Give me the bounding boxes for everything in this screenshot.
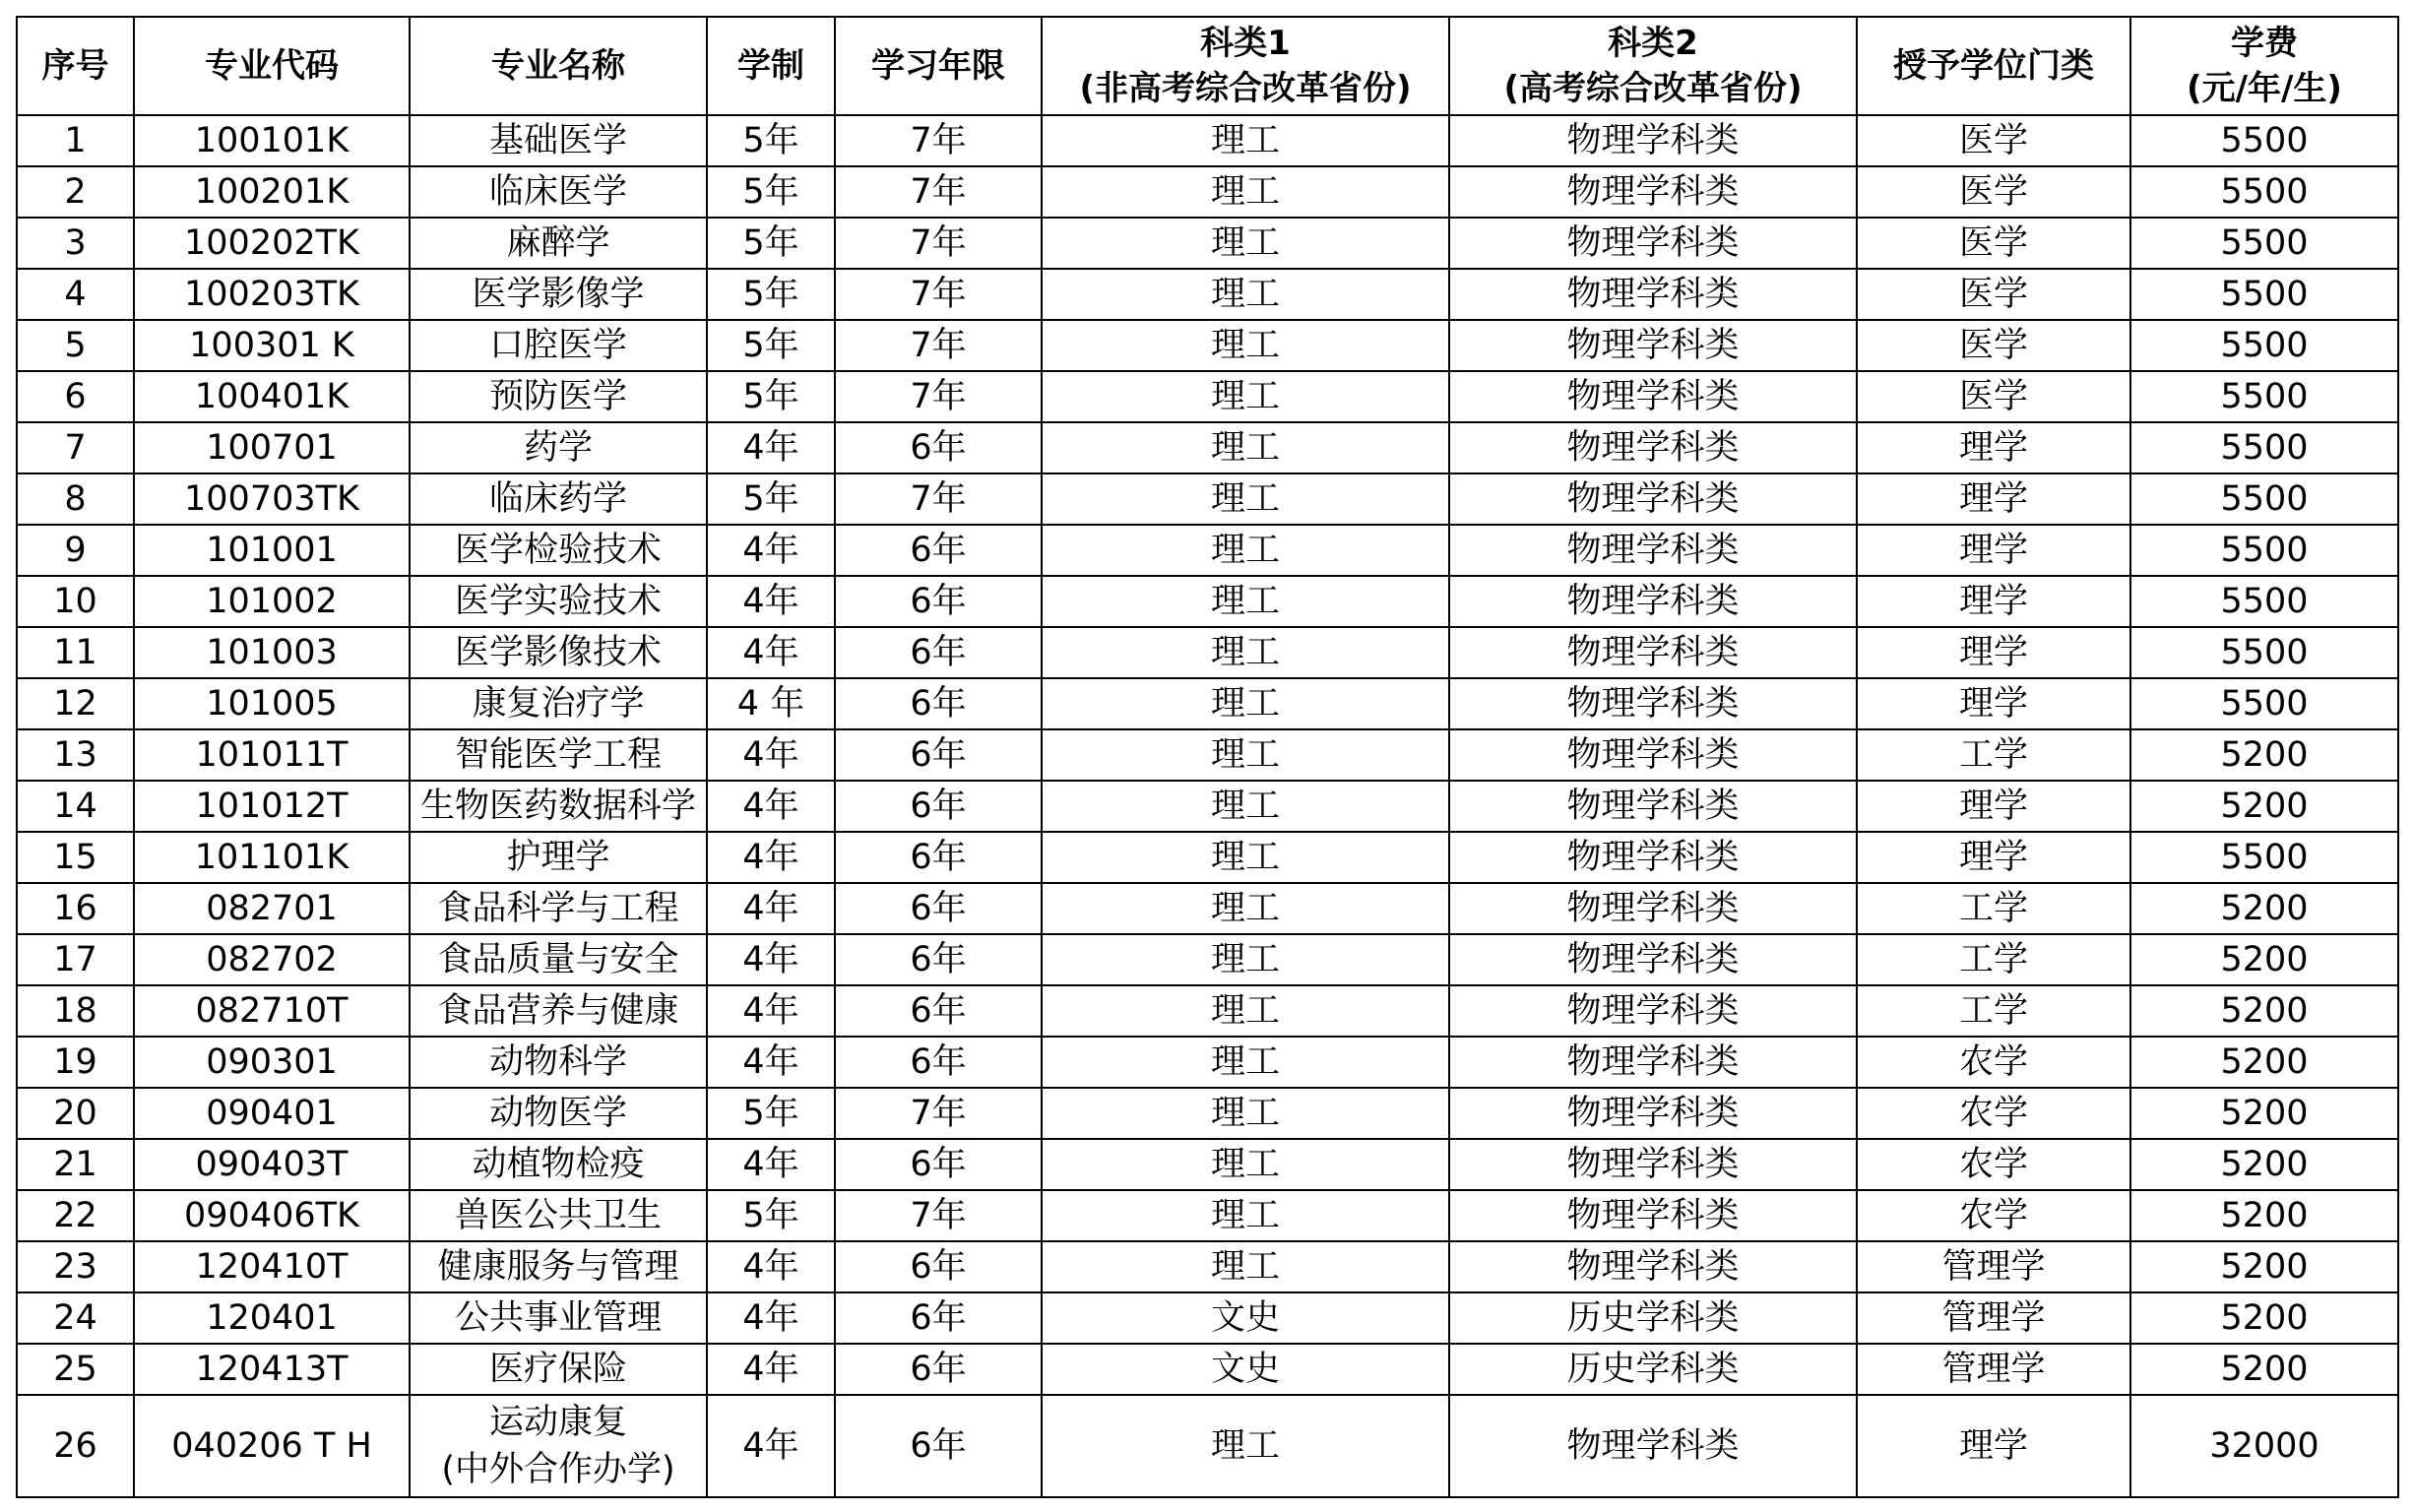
row-number: 14: [17, 781, 134, 832]
tuition: 5500: [2130, 269, 2398, 320]
category-2: 物理学科类: [1449, 1395, 1857, 1497]
header-fee: [2130, 17, 2398, 115]
category-1: 理工: [1042, 1139, 1449, 1190]
category-2: 物理学科类: [1449, 781, 1857, 832]
row-number: 24: [17, 1292, 134, 1344]
tuition: 5500: [2130, 166, 2398, 218]
study-years: 6年: [835, 1292, 1042, 1344]
category-1: 理工: [1042, 1037, 1449, 1088]
tuition: 32000: [2130, 1395, 2398, 1497]
program-length: 5年: [707, 371, 835, 422]
category-1: 理工: [1042, 1241, 1449, 1292]
study-years: 6年: [835, 934, 1042, 985]
header-category-1-label: 科类1: [1200, 24, 1291, 63]
header-code: 专业代码: [134, 17, 410, 115]
study-years: 7年: [835, 1088, 1042, 1139]
tuition: 5200: [2130, 1088, 2398, 1139]
major-name: 医学影像技术: [410, 627, 707, 678]
category-1: 理工: [1042, 473, 1449, 525]
tuition: 5500: [2130, 678, 2398, 729]
header-length: 学制: [707, 17, 835, 115]
category-1: 理工: [1042, 1088, 1449, 1139]
study-years: 6年: [835, 678, 1042, 729]
table-row: [17, 832, 2398, 883]
table-row: [17, 269, 2398, 320]
table-row: [17, 678, 2398, 729]
major-code: 100101K: [134, 115, 410, 166]
category-1: 理工: [1042, 1190, 1449, 1241]
tuition: 5500: [2130, 473, 2398, 525]
major-name-note: (中外合作办学): [441, 1450, 675, 1489]
header-name: 专业名称: [410, 17, 707, 115]
category-2: 物理学科类: [1449, 320, 1857, 371]
category-2: 物理学科类: [1449, 1190, 1857, 1241]
header-category-2: [1449, 17, 1857, 115]
category-2: 物理学科类: [1449, 525, 1857, 576]
row-number: 26: [17, 1395, 134, 1497]
table-row: [17, 576, 2398, 627]
major-name: 食品科学与工程: [410, 883, 707, 934]
category-2: 物理学科类: [1449, 1088, 1857, 1139]
majors-table: [16, 16, 2399, 1498]
degree-category: 理学: [1857, 473, 2130, 525]
major-name: 医疗保险: [410, 1344, 707, 1395]
category-2: 物理学科类: [1449, 371, 1857, 422]
major-code: 101005: [134, 678, 410, 729]
tuition: 5200: [2130, 1344, 2398, 1395]
table-row: [17, 627, 2398, 678]
program-length: 4年: [707, 1037, 835, 1088]
row-number: 22: [17, 1190, 134, 1241]
program-length: 4年: [707, 729, 835, 781]
header-category-1: [1042, 17, 1449, 115]
table-row: [17, 371, 2398, 422]
degree-category: 农学: [1857, 1037, 2130, 1088]
major-code: 101101K: [134, 832, 410, 883]
tuition: 5500: [2130, 627, 2398, 678]
category-2: 物理学科类: [1449, 1037, 1857, 1088]
category-1: 理工: [1042, 1395, 1449, 1497]
major-code: 120413T: [134, 1344, 410, 1395]
study-years: 6年: [835, 1395, 1042, 1497]
study-years: 7年: [835, 473, 1042, 525]
category-1: 理工: [1042, 269, 1449, 320]
row-number: 18: [17, 985, 134, 1037]
major-name: 健康服务与管理: [410, 1241, 707, 1292]
major-name: 药学: [410, 422, 707, 473]
tuition: 5200: [2130, 781, 2398, 832]
major-name: 动物医学: [410, 1088, 707, 1139]
degree-category: 医学: [1857, 320, 2130, 371]
major-name: 兽医公共卫生: [410, 1190, 707, 1241]
degree-category: 农学: [1857, 1088, 2130, 1139]
header-degree: 授予学位门类: [1857, 17, 2130, 115]
program-length: 5年: [707, 473, 835, 525]
major-code: 090401: [134, 1088, 410, 1139]
program-length: 5年: [707, 320, 835, 371]
study-years: 7年: [835, 269, 1042, 320]
program-length: 4年: [707, 627, 835, 678]
category-2: 物理学科类: [1449, 1139, 1857, 1190]
category-1: 理工: [1042, 218, 1449, 269]
category-2: 历史学科类: [1449, 1292, 1857, 1344]
header-years: 学习年限: [835, 17, 1042, 115]
program-length: 4年: [707, 1241, 835, 1292]
degree-category: 理学: [1857, 1395, 2130, 1497]
major-code: 040206 T H: [134, 1395, 410, 1497]
program-length: 4年: [707, 576, 835, 627]
major-name: 食品质量与安全: [410, 934, 707, 985]
tuition: 5200: [2130, 1139, 2398, 1190]
degree-category: 医学: [1857, 218, 2130, 269]
study-years: 6年: [835, 1139, 1042, 1190]
table-row: [17, 1139, 2398, 1190]
category-1: 理工: [1042, 166, 1449, 218]
major-code: 120410T: [134, 1241, 410, 1292]
degree-category: 理学: [1857, 422, 2130, 473]
tuition: 5200: [2130, 729, 2398, 781]
study-years: 6年: [835, 422, 1042, 473]
row-number: 21: [17, 1139, 134, 1190]
major-name: 口腔医学: [410, 320, 707, 371]
category-1: 理工: [1042, 115, 1449, 166]
table-row: [17, 781, 2398, 832]
major-code: 101002: [134, 576, 410, 627]
study-years: 7年: [835, 1190, 1042, 1241]
category-1: 理工: [1042, 883, 1449, 934]
table-row: [17, 525, 2398, 576]
degree-category: 医学: [1857, 166, 2130, 218]
program-length: 4年: [707, 1139, 835, 1190]
header-category-1-sub: (非高考综合改革省份): [1079, 69, 1412, 108]
study-years: 6年: [835, 576, 1042, 627]
tuition: 5500: [2130, 115, 2398, 166]
header-row: [17, 17, 2398, 115]
row-number: 9: [17, 525, 134, 576]
program-length: 4 年: [707, 678, 835, 729]
major-code: 101003: [134, 627, 410, 678]
degree-category: 工学: [1857, 729, 2130, 781]
row-number: 1: [17, 115, 134, 166]
degree-category: 管理学: [1857, 1344, 2130, 1395]
table-row: [17, 883, 2398, 934]
category-2: 物理学科类: [1449, 729, 1857, 781]
major-code: 101011T: [134, 729, 410, 781]
tuition: 5200: [2130, 1190, 2398, 1241]
tuition: 5200: [2130, 1037, 2398, 1088]
category-1: 理工: [1042, 985, 1449, 1037]
table-row: [17, 422, 2398, 473]
category-1: 理工: [1042, 832, 1449, 883]
degree-category: 农学: [1857, 1139, 2130, 1190]
tuition: 5200: [2130, 1292, 2398, 1344]
study-years: 6年: [835, 1241, 1042, 1292]
degree-category: 工学: [1857, 985, 2130, 1037]
program-length: 4年: [707, 832, 835, 883]
major-code: 100203TK: [134, 269, 410, 320]
category-1: 文史: [1042, 1292, 1449, 1344]
category-2: 物理学科类: [1449, 832, 1857, 883]
major-name: 麻醉学: [410, 218, 707, 269]
table-row: [17, 934, 2398, 985]
degree-category: 医学: [1857, 269, 2130, 320]
category-1: 理工: [1042, 627, 1449, 678]
study-years: 6年: [835, 729, 1042, 781]
program-length: 5年: [707, 218, 835, 269]
degree-category: 工学: [1857, 934, 2130, 985]
category-2: 物理学科类: [1449, 166, 1857, 218]
row-number: 4: [17, 269, 134, 320]
program-length: 5年: [707, 1088, 835, 1139]
row-number: 7: [17, 422, 134, 473]
table-row: [17, 985, 2398, 1037]
program-length: 4年: [707, 1292, 835, 1344]
tuition: 5500: [2130, 832, 2398, 883]
row-number: 20: [17, 1088, 134, 1139]
table-row: [17, 1292, 2398, 1344]
table-row: [17, 1088, 2398, 1139]
study-years: 6年: [835, 832, 1042, 883]
program-length: 5年: [707, 1190, 835, 1241]
major-name: 康复治疗学: [410, 678, 707, 729]
row-number: 12: [17, 678, 134, 729]
category-2: 物理学科类: [1449, 576, 1857, 627]
row-number: 11: [17, 627, 134, 678]
program-length: 4年: [707, 934, 835, 985]
table-row: [17, 115, 2398, 166]
category-2: 物理学科类: [1449, 985, 1857, 1037]
major-code: 100703TK: [134, 473, 410, 525]
header-fee-label: 学费: [2231, 24, 2298, 63]
study-years: 7年: [835, 166, 1042, 218]
row-number: 25: [17, 1344, 134, 1395]
program-length: 4年: [707, 1395, 835, 1497]
major-code: 090301: [134, 1037, 410, 1088]
category-1: 理工: [1042, 525, 1449, 576]
major-name: 智能医学工程: [410, 729, 707, 781]
row-number: 10: [17, 576, 134, 627]
major-code: 082702: [134, 934, 410, 985]
row-number: 5: [17, 320, 134, 371]
study-years: 6年: [835, 985, 1042, 1037]
major-name: [410, 1395, 707, 1497]
category-2: 物理学科类: [1449, 269, 1857, 320]
category-2: 物理学科类: [1449, 115, 1857, 166]
degree-category: 理学: [1857, 781, 2130, 832]
tuition: 5500: [2130, 422, 2398, 473]
degree-category: 医学: [1857, 371, 2130, 422]
degree-category: 医学: [1857, 115, 2130, 166]
major-name: 临床医学: [410, 166, 707, 218]
degree-category: 理学: [1857, 525, 2130, 576]
category-2: 物理学科类: [1449, 627, 1857, 678]
category-2: 物理学科类: [1449, 422, 1857, 473]
row-number: 3: [17, 218, 134, 269]
major-name: 医学检验技术: [410, 525, 707, 576]
major-code: 100202TK: [134, 218, 410, 269]
program-length: 4年: [707, 422, 835, 473]
category-1: 理工: [1042, 781, 1449, 832]
category-1: 理工: [1042, 320, 1449, 371]
major-name: 临床药学: [410, 473, 707, 525]
major-name: 食品营养与健康: [410, 985, 707, 1037]
major-name: 医学影像学: [410, 269, 707, 320]
category-2: 物理学科类: [1449, 1241, 1857, 1292]
row-number: 17: [17, 934, 134, 985]
major-code: 090403T: [134, 1139, 410, 1190]
header-category-2-sub: (高考综合改革省份): [1503, 69, 1803, 108]
study-years: 7年: [835, 115, 1042, 166]
major-name: 公共事业管理: [410, 1292, 707, 1344]
table-row: [17, 1037, 2398, 1088]
major-name: 生物医药数据科学: [410, 781, 707, 832]
major-name: 预防医学: [410, 371, 707, 422]
degree-category: 理学: [1857, 832, 2130, 883]
table-row: [17, 1190, 2398, 1241]
tuition: 5500: [2130, 320, 2398, 371]
category-2: 物理学科类: [1449, 883, 1857, 934]
category-2: 历史学科类: [1449, 1344, 1857, 1395]
major-code: 101001: [134, 525, 410, 576]
category-2: 物理学科类: [1449, 934, 1857, 985]
table-row: [17, 166, 2398, 218]
study-years: 6年: [835, 781, 1042, 832]
category-1: 理工: [1042, 371, 1449, 422]
major-code: 082710T: [134, 985, 410, 1037]
category-1: 理工: [1042, 678, 1449, 729]
major-name: 医学实验技术: [410, 576, 707, 627]
major-code: 120401: [134, 1292, 410, 1344]
category-1: 理工: [1042, 576, 1449, 627]
study-years: 7年: [835, 320, 1042, 371]
degree-category: 农学: [1857, 1190, 2130, 1241]
tuition: 5500: [2130, 525, 2398, 576]
degree-category: 管理学: [1857, 1292, 2130, 1344]
major-code: 101012T: [134, 781, 410, 832]
row-number: 13: [17, 729, 134, 781]
tuition: 5500: [2130, 576, 2398, 627]
category-2: 物理学科类: [1449, 218, 1857, 269]
row-number: 23: [17, 1241, 134, 1292]
category-2: 物理学科类: [1449, 473, 1857, 525]
major-code: 100301 K: [134, 320, 410, 371]
table-row: [17, 1395, 2398, 1497]
study-years: 7年: [835, 218, 1042, 269]
degree-category: 理学: [1857, 678, 2130, 729]
major-code: 090406TK: [134, 1190, 410, 1241]
program-length: 4年: [707, 985, 835, 1037]
major-name: 动植物检疫: [410, 1139, 707, 1190]
study-years: 7年: [835, 371, 1042, 422]
major-name: 基础医学: [410, 115, 707, 166]
major-code: 082701: [134, 883, 410, 934]
degree-category: 理学: [1857, 576, 2130, 627]
category-1: 文史: [1042, 1344, 1449, 1395]
study-years: 6年: [835, 1344, 1042, 1395]
tuition: 5200: [2130, 883, 2398, 934]
category-1: 理工: [1042, 422, 1449, 473]
study-years: 6年: [835, 1037, 1042, 1088]
program-length: 5年: [707, 166, 835, 218]
row-number: 2: [17, 166, 134, 218]
major-code: 100701: [134, 422, 410, 473]
program-length: 4年: [707, 883, 835, 934]
tuition: 5200: [2130, 985, 2398, 1037]
table-row: [17, 729, 2398, 781]
category-1: 理工: [1042, 934, 1449, 985]
tuition: 5500: [2130, 218, 2398, 269]
degree-category: 工学: [1857, 883, 2130, 934]
row-number: 8: [17, 473, 134, 525]
table-row: [17, 1344, 2398, 1395]
program-length: 4年: [707, 525, 835, 576]
study-years: 6年: [835, 627, 1042, 678]
program-length: 5年: [707, 115, 835, 166]
row-number: 15: [17, 832, 134, 883]
program-length: 4年: [707, 1344, 835, 1395]
header-category-2-label: 科类2: [1608, 24, 1698, 63]
major-name: 动物科学: [410, 1037, 707, 1088]
major-code: 100201K: [134, 166, 410, 218]
table-row: [17, 1241, 2398, 1292]
header-no: 序号: [17, 17, 134, 115]
category-2: 物理学科类: [1449, 678, 1857, 729]
category-1: 理工: [1042, 729, 1449, 781]
row-number: 16: [17, 883, 134, 934]
study-years: 6年: [835, 883, 1042, 934]
row-number: 6: [17, 371, 134, 422]
tuition: 5200: [2130, 1241, 2398, 1292]
major-code: 100401K: [134, 371, 410, 422]
program-length: 5年: [707, 269, 835, 320]
major-name: 护理学: [410, 832, 707, 883]
row-number: 19: [17, 1037, 134, 1088]
tuition: 5200: [2130, 934, 2398, 985]
degree-category: 理学: [1857, 627, 2130, 678]
header-fee-sub: (元/年/生): [2187, 69, 2342, 108]
table-row: [17, 320, 2398, 371]
program-length: 4年: [707, 781, 835, 832]
table-row: [17, 218, 2398, 269]
major-name-main: 运动康复: [488, 1403, 627, 1442]
tuition: 5500: [2130, 371, 2398, 422]
degree-category: 管理学: [1857, 1241, 2130, 1292]
study-years: 6年: [835, 525, 1042, 576]
table-row: [17, 473, 2398, 525]
